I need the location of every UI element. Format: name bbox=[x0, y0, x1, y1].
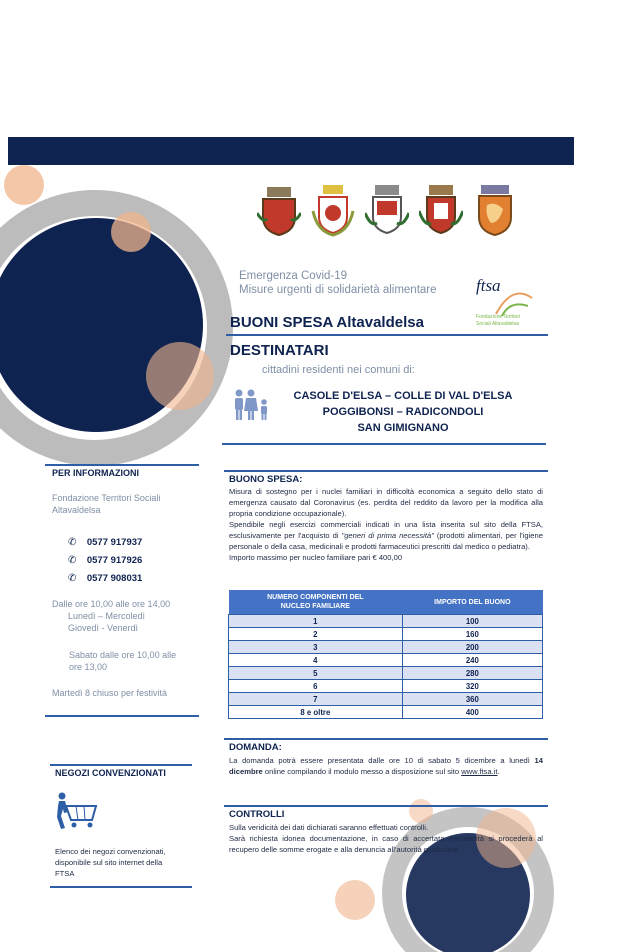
comuni-list: CASOLE D'ELSA – COLLE DI VAL D'ELSA POGGIBONSI – RADICONDOLI SAN GIMIGNANO bbox=[293, 390, 513, 434]
members-cell: 2 bbox=[229, 628, 403, 641]
residents-line: cittadini residenti nei comuni di: bbox=[262, 364, 415, 376]
divider bbox=[45, 715, 199, 717]
buono-title: BUONO SPESA: bbox=[229, 474, 303, 485]
members-cell: 4 bbox=[229, 654, 403, 667]
phone-row bbox=[68, 568, 142, 586]
table-row bbox=[229, 667, 543, 680]
amount-cell: 160 bbox=[402, 628, 542, 641]
table-row bbox=[229, 680, 543, 693]
phone-row bbox=[68, 532, 142, 550]
divider bbox=[222, 443, 546, 445]
phone-icon: ✆ bbox=[68, 555, 77, 566]
controlli-title: CONTROLLI bbox=[229, 809, 285, 820]
negozi-title: NEGOZI CONVENZIONATI bbox=[55, 768, 166, 778]
closed-note: Martedì 8 chiuso per festività bbox=[52, 688, 168, 698]
members-cell: 3 bbox=[229, 641, 403, 654]
divider bbox=[224, 738, 548, 740]
table-row bbox=[229, 615, 543, 628]
ftsa-logo: ftsa Fondazione Territori Sociali Altavaldelsa bbox=[476, 270, 538, 332]
opening-hours: Dalle ore 10,00 alle ore 14,00 Lunedì – Mercoledì Giovedì - Venerdì bbox=[52, 599, 171, 633]
amount-cell: 100 bbox=[402, 615, 542, 628]
coat-of-arms-icon bbox=[419, 183, 463, 237]
negozi-description: Elenco dei negozi convenzionati, disponibile sul sito internet della FTSA bbox=[55, 847, 166, 878]
phone-list bbox=[68, 532, 142, 586]
table-header-row bbox=[229, 590, 543, 615]
table-row bbox=[229, 641, 543, 654]
amount-cell: 200 bbox=[402, 641, 542, 654]
org-name: Fondazione Territori Sociali Altavaldelsa bbox=[52, 493, 161, 515]
phone-row bbox=[68, 550, 142, 568]
amount-cell: 240 bbox=[402, 654, 542, 667]
controlli-text: Sulla veridicità dei dati dichiarati saranno effettuati controlli. Sarà richiesta idonea documentazione, in caso di accertata mendacità si procederà al recupero delle somme erogate e alla denuncia all'autorità giudiziaria. bbox=[229, 823, 543, 854]
family-icon bbox=[231, 389, 271, 421]
table-row bbox=[229, 693, 543, 706]
phone-icon: ✆ bbox=[68, 573, 77, 584]
header-members: NUMERO COMPONENTI DEL NUCLEO FAMILIARE bbox=[229, 590, 403, 615]
domanda-title: DOMANDA: bbox=[229, 742, 282, 753]
amounts-table bbox=[228, 590, 543, 719]
members-cell: 1 bbox=[229, 615, 403, 628]
shopping-cart-icon bbox=[54, 792, 98, 830]
coat-of-arms-icon bbox=[257, 183, 301, 237]
table-row bbox=[229, 654, 543, 667]
divider bbox=[50, 764, 192, 766]
members-cell: 8 e oltre bbox=[229, 706, 403, 719]
main-title: BUONI SPESA Altavaldelsa bbox=[230, 314, 424, 331]
top-banner bbox=[8, 137, 574, 165]
phone-number[interactable]: 0577 917937 bbox=[86, 537, 143, 548]
emergency-heading: Emergenza Covid-19 Misure urgenti di solidarietà alimentare bbox=[239, 270, 437, 296]
phone-icon: ✆ bbox=[68, 537, 77, 548]
members-cell: 6 bbox=[229, 680, 403, 693]
divider bbox=[224, 805, 548, 807]
amount-cell: 320 bbox=[402, 680, 542, 693]
header-amount: IMPORTO DEL BUONO bbox=[402, 590, 542, 615]
ftsa-link[interactable]: www.ftsa.it bbox=[461, 767, 498, 776]
coat-of-arms-icon bbox=[365, 183, 409, 237]
divider bbox=[50, 886, 192, 888]
phone-number[interactable]: 0577 908031 bbox=[86, 573, 143, 584]
saturday-hours: Sabato dalle ore 10,00 alle ore 13,00 bbox=[69, 650, 177, 672]
coat-of-arms-icon bbox=[311, 183, 355, 237]
domanda-text: La domanda potrà essere presentata dalle ore 10 di sabato 5 dicembre a lunedì 14 dicembre online compilando il modulo messo a disposizione sul sito www.ftsa.it. bbox=[229, 756, 543, 776]
divider bbox=[224, 470, 548, 472]
amount-cell: 280 bbox=[402, 667, 542, 680]
phone-number[interactable]: 0577 917926 bbox=[86, 555, 143, 566]
table-row bbox=[229, 706, 543, 719]
divider bbox=[45, 464, 199, 466]
amount-cell: 360 bbox=[402, 693, 542, 706]
destinatari-title: DESTINATARI bbox=[230, 342, 329, 359]
members-cell: 7 bbox=[229, 693, 403, 706]
buono-text: Misura di sostegno per i nuclei familiari in difficoltà economica a seguito dello stato di emergenza causato dal Coronavirus (es. perdita del reddito da lavoro per la modifica alla propria condizione occupazionale). Spendibile negli esercizi commerciali indicati in una lista inserita sul sito della FTSA, esclusivamente per l'acquisto di "generi di prima necessità" (prodotti alimentari, per l'igiene personale o della casa, medicinali e prodotti farmaceutici prescritti dal medico o pediatra). Importo massimo per nucleo familiare pari € 400,00 bbox=[229, 487, 543, 562]
info-title: PER INFORMAZIONI bbox=[52, 468, 139, 478]
amount-cell: 400 bbox=[402, 706, 542, 719]
members-cell: 5 bbox=[229, 667, 403, 680]
coat-of-arms-icon bbox=[473, 183, 517, 237]
table-row bbox=[229, 628, 543, 641]
divider bbox=[226, 334, 548, 336]
